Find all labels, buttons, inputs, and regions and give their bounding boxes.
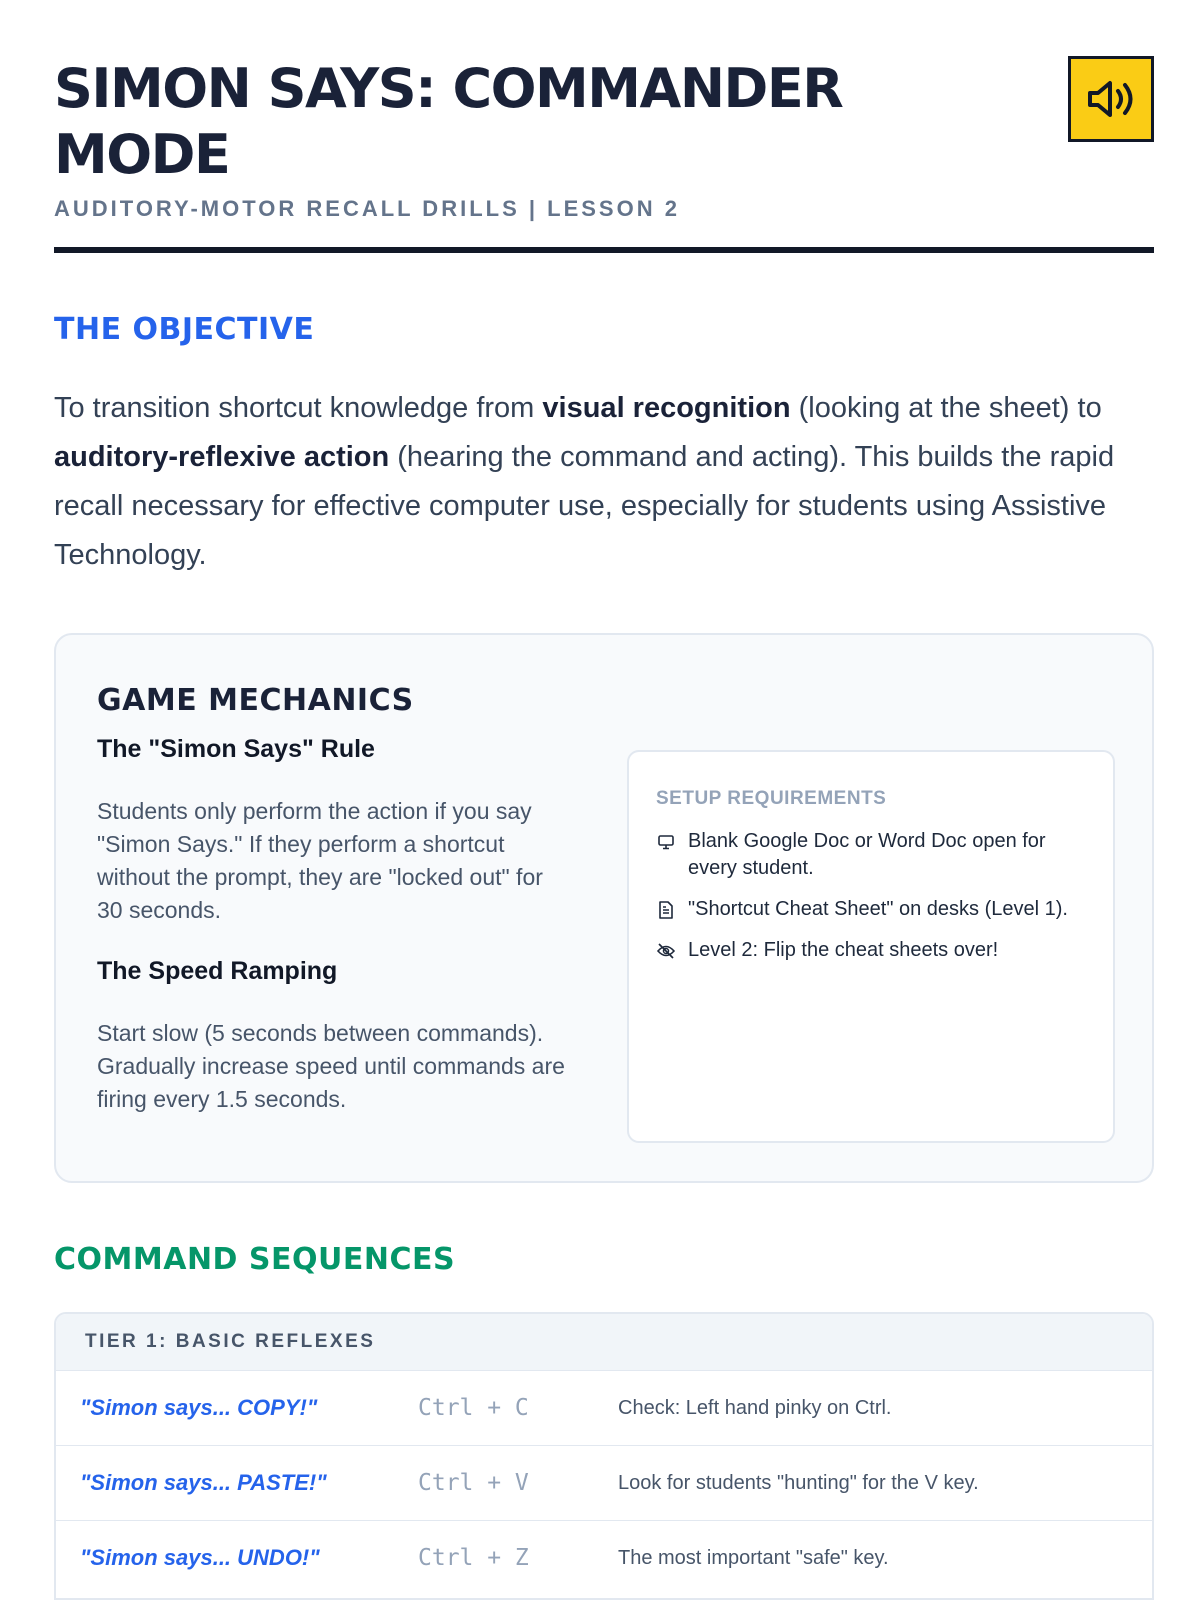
keyboard-shortcut: Ctrl + Z <box>418 1545 529 1571</box>
speaker-volume-icon <box>1086 78 1136 120</box>
page-header <box>54 56 1154 222</box>
rule-text-speed-ramping: Start slow (5 seconds between commands). Gradually increase speed until commands are firing every 1.5 seconds. <box>97 1020 565 1112</box>
emphasis-visual-recognition: visual recognition <box>542 392 791 424</box>
document-icon <box>656 896 676 923</box>
game-mechanics-card <box>54 633 1154 1183</box>
table-row <box>56 1370 1152 1445</box>
rule-text-simon-says: Students only perform the action if you say "Simon Says." If they perform a shortcut without the prompt, they are "locked out" for 30 seconds. <box>97 798 543 923</box>
eye-off-icon <box>656 937 676 964</box>
objective-text: To transition shortcut knowledge from visual recognition (looking at the sheet) to auditory-reflexive action (hearing the command and acting). This builds the rapid recall necessary for effective computer use, especially for students using Assistive Technology. <box>54 392 1115 571</box>
command-phrase: "Simon says... PASTE!" <box>80 1470 327 1495</box>
page-title: SIMON SAYS: COMMANDER MODE <box>54 57 843 186</box>
command-sequences-heading: COMMAND SEQUENCES <box>54 1242 456 1277</box>
objective-heading: THE OBJECTIVE <box>54 312 315 347</box>
setup-heading: SETUP REQUIREMENTS <box>656 788 887 809</box>
teacher-note: The most important "safe" key. <box>618 1546 889 1569</box>
audio-button[interactable] <box>1068 56 1154 142</box>
keyboard-shortcut: Ctrl + V <box>418 1470 529 1496</box>
setup-requirements-box <box>627 750 1115 1143</box>
keyboard-shortcut: Ctrl + C <box>418 1395 529 1421</box>
setup-item: Level 2: Flip the cheat sheets over! <box>656 937 1096 964</box>
setup-item: Blank Google Doc or Word Doc open for every student. <box>656 828 1096 882</box>
emphasis-auditory-reflexive: auditory-reflexive action <box>54 441 390 473</box>
command-table <box>54 1312 1154 1600</box>
rule-title-simon-says: The "Simon Says" Rule <box>97 735 375 763</box>
monitor-icon <box>656 828 676 855</box>
tier-header: TIER 1: BASIC REFLEXES <box>56 1314 1152 1370</box>
header-divider <box>54 247 1154 253</box>
page-subtitle: AUDITORY-MOTOR RECALL DRILLS | LESSON 2 <box>54 196 680 221</box>
lesson-page <box>54 0 1154 1600</box>
table-row <box>56 1445 1152 1520</box>
setup-list <box>656 828 1096 978</box>
rule-title-speed-ramping: The Speed Ramping <box>97 957 338 985</box>
command-phrase: "Simon says... COPY!" <box>80 1395 318 1420</box>
command-phrase: "Simon says... UNDO!" <box>80 1545 320 1570</box>
teacher-note: Check: Left hand pinky on Ctrl. <box>618 1396 892 1419</box>
mechanics-heading: GAME MECHANICS <box>97 683 414 718</box>
setup-item: "Shortcut Cheat Sheet" on desks (Level 1). <box>656 896 1096 923</box>
teacher-note: Look for students "hunting" for the V key. <box>618 1471 979 1494</box>
table-row <box>56 1520 1152 1595</box>
